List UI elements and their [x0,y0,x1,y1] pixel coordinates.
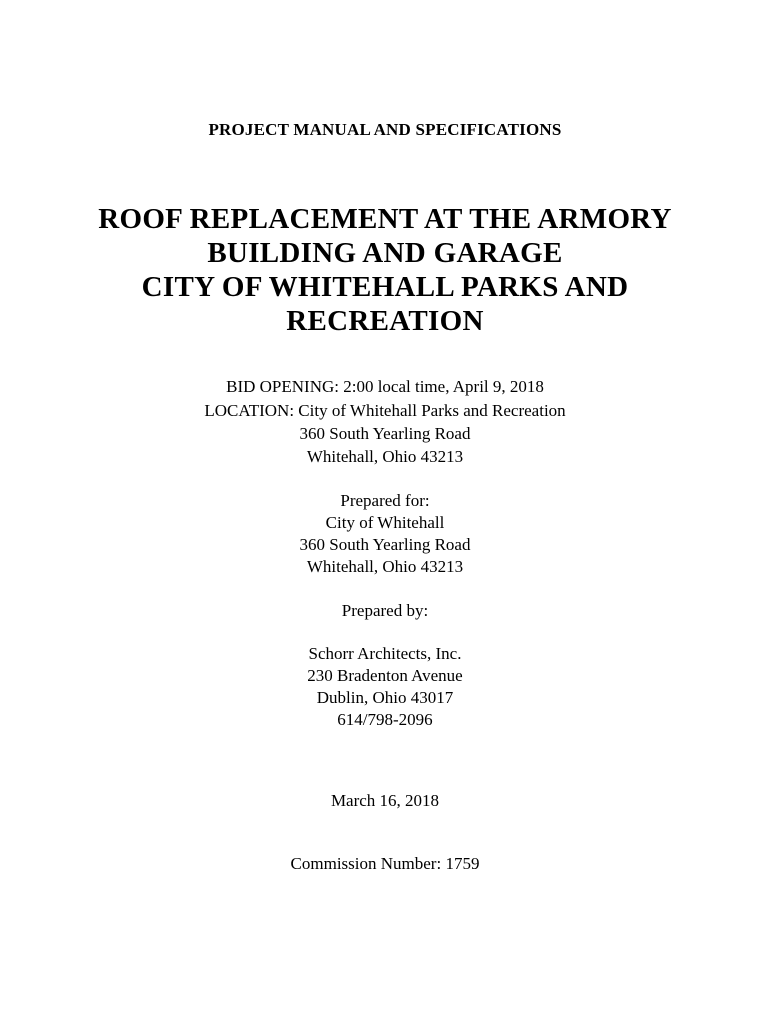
prepared-by-phone: 614/798-2096 [337,710,433,729]
prepared-by-street: 230 Bradenton Avenue [307,666,463,685]
title-line-2: BUILDING AND GARAGE [207,237,563,269]
prepared-for-label: Prepared for: [340,491,430,510]
document-date: March 16, 2018 [330,791,440,810]
title-line-3: CITY OF WHITEHALL PARKS AND [141,271,629,303]
manual-heading: PROJECT MANUAL AND SPECIFICATIONS [208,120,562,139]
location-line-2: 360 South Yearling Road [299,424,471,443]
prepared-by-name: Schorr Architects, Inc. [308,644,462,663]
prepared-for-street: 360 South Yearling Road [299,535,471,554]
prepared-by-label: Prepared by: [341,601,429,620]
commission-number: Commission Number: 1759 [290,854,480,873]
prepared-for-city: Whitehall, Ohio 43213 [306,557,464,576]
location-line-3: Whitehall, Ohio 43213 [306,447,464,466]
title-line-4: RECREATION [286,305,484,337]
bid-opening: BID OPENING: 2:00 local time, April 9, 2018 [226,377,544,396]
prepared-by-city: Dublin, Ohio 43017 [316,688,454,707]
location-line-1: LOCATION: City of Whitehall Parks and Recreation [204,401,566,420]
prepared-for-name: City of Whitehall [325,513,445,532]
title-line-1: ROOF REPLACEMENT AT THE ARMORY [98,203,672,235]
